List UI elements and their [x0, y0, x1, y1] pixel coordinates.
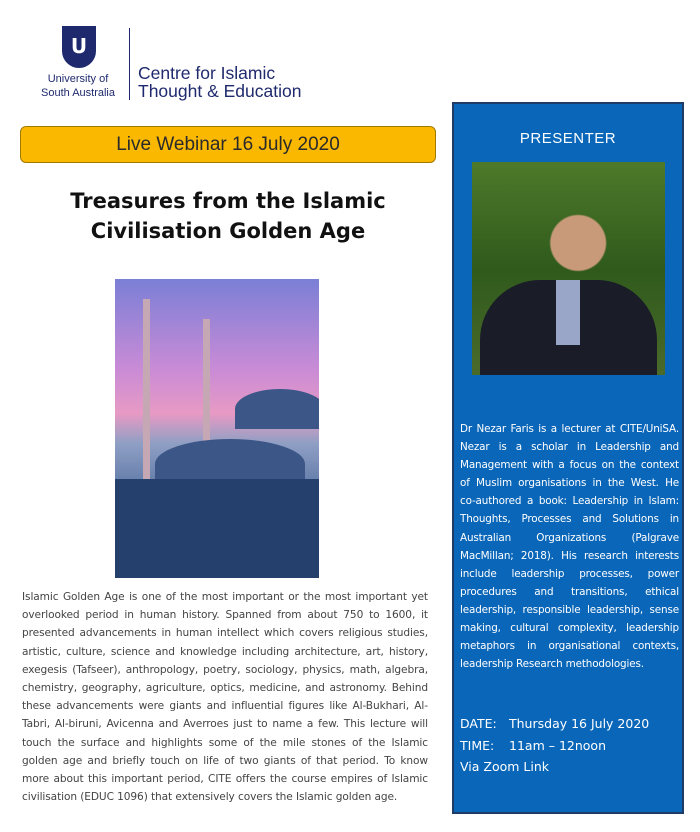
logo-divider — [129, 28, 130, 100]
university-name — [32, 72, 124, 100]
mosque-image — [115, 279, 319, 578]
presenter-panel — [452, 102, 684, 814]
page-title — [20, 186, 436, 246]
centre-line1: Centre for Islamic — [138, 63, 276, 83]
title-line1: Treasures from the Islamic — [70, 189, 386, 213]
venue: Via Zoom Link — [460, 759, 549, 774]
time-value: 11am – 12noon — [509, 737, 606, 753]
centre-name — [138, 64, 301, 100]
unisa-logo-icon: U — [62, 26, 96, 68]
university-line2: South Australia — [41, 87, 115, 99]
time-label: TIME: — [460, 737, 495, 753]
presenter-photo — [472, 162, 665, 375]
presenter-heading: PRESENTER — [519, 130, 617, 147]
event-details — [460, 713, 649, 778]
centre-line2: Thought & Education — [138, 81, 302, 101]
description-text: Islamic Golden Age is one of the most important or the most important yet overlooked period in human history. Spanned from about 750 to 1600, it presented advancements in human intellect which covers religious studies, artistic, culture, science and knowledge including architecture, art, history, exegesis (Tafseer), anthropology, poetry, sociology, physics, math, algebra, chemistry, geography, agriculture, optics, medicine, and astronomy. Behind these advancements were giants and influential figures like Al-Bukhari, Al-Tabri, Al-biruni, Avicenna and Averroes just to name a few. This lecture will touch the surface and highlights some of the mile stones of the Islamic golden age and briefly touch on life of two giants of that period. To know more about this important period, CITE offers the course empires of Islamic civilisation (EDUC 1096) that extensively covers the Islamic golden age. — [22, 591, 428, 804]
date-value: Thursday 16 July 2020 — [509, 716, 650, 731]
university-line1: University of — [47, 73, 109, 85]
webinar-banner: Live Webinar 16 July 2020 — [20, 126, 436, 163]
presenter-bio: Dr Nezar Faris is a lecturer at CITE/UniSA. Nezar is a scholar in Leadership and Management with a focus on the context of Muslim organisations in the West. He co-authored a book: Leadership in Islam: Thoughts, Processes and Solutions in Australian Organizations (Palgrave MacMillan; 2018). His research interests include leadership processes, power procedures and transitions, ethical leadership, responsible leadership, sense making, cultural complexity, leadership metaphors in organisational contexts, leadership Research methodologies. — [460, 423, 679, 671]
date-label: DATE: — [460, 716, 497, 731]
title-line2: Civilisation Golden Age — [90, 219, 366, 243]
